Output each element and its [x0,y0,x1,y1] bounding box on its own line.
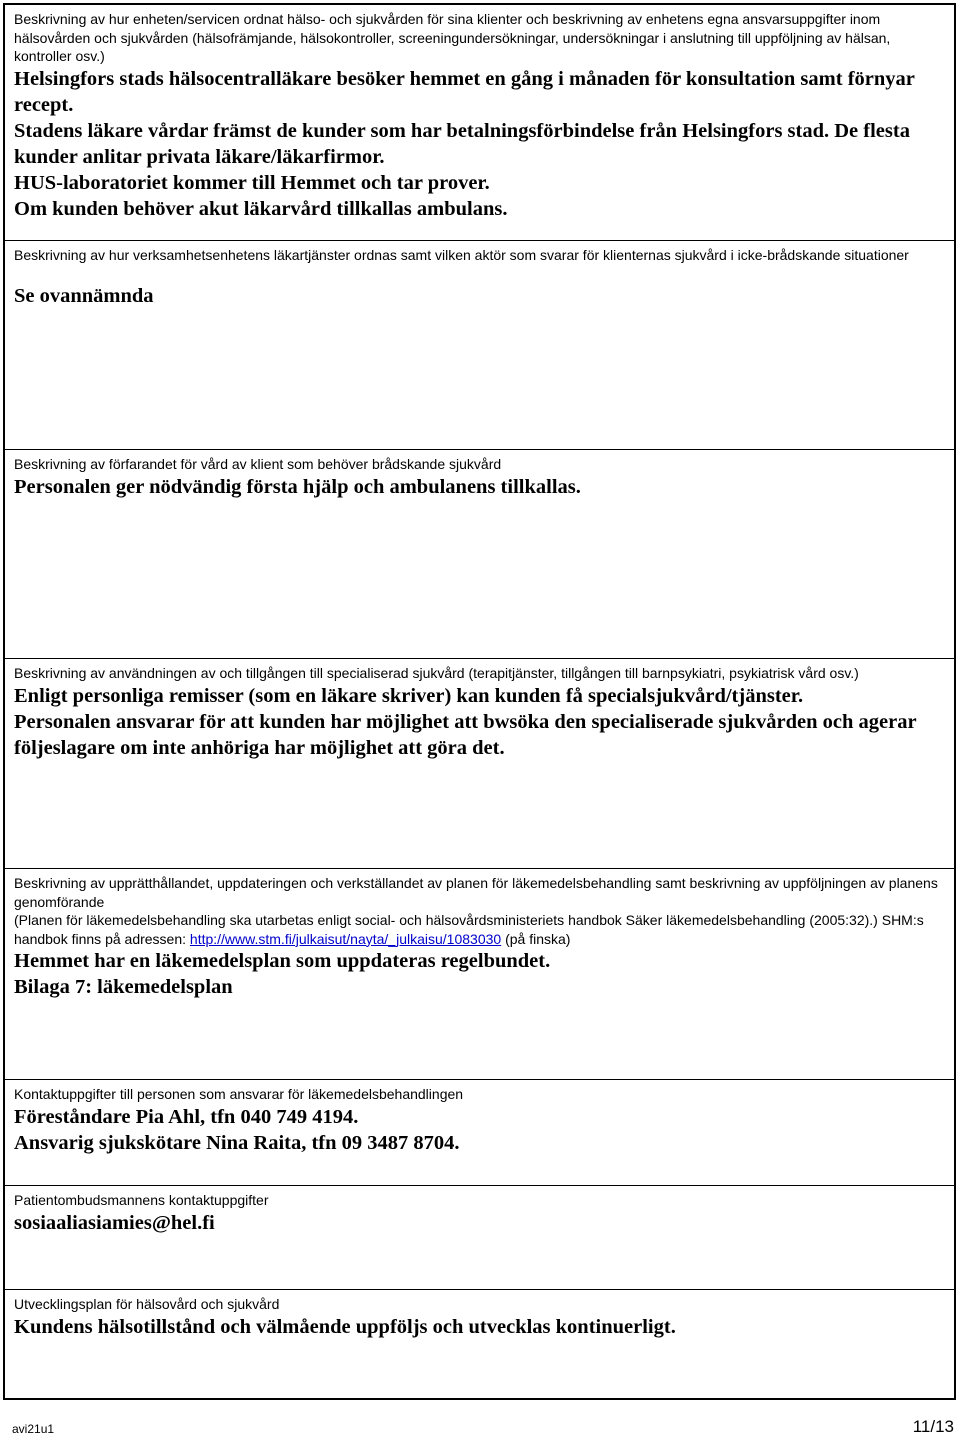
form-code: avi21u1 [12,1422,55,1436]
section-development-plan [5,1290,954,1398]
field-text: Helsingfors stads hälsocentralläkare besöker hemmet en gång i månaden för konsultation samt förnyar recept. [14,67,915,116]
field-text: Stadens läkare vårdar främst de kunder som har betalningsförbindelse från Helsingfors stad. De flesta kunder anlitar privata läkare/läkarfirmor. [14,119,910,168]
field-text: Personalen ger nödvändig första hjälp och ambulanens tillkallas. [14,475,581,498]
section-urgent-care [5,450,954,659]
field-label: Beskrivning av användningen av och tillgången till specialiserad sjukvård (terapitjänster, tillgången till barnpsykiatri, psykiatrisk vård osv.) [14,665,859,681]
section-medication-contact [5,1080,954,1186]
field-label: Beskrivning av förfarandet för vård av klient som behöver brådskande sjukvård [14,456,502,472]
field-label: Kontaktuppgifter till personen som ansvarar för läkemedelsbehandlingen [14,1086,464,1102]
section-specialized-care [5,659,954,869]
field-label-note [14,911,946,948]
field-label: Beskrivning av hur verksamhetsenhetens läkartjänster ordnas samt vilken aktör som svarar för klienternas sjukvård i icke-brådskande situationer [14,247,909,263]
handbook-link[interactable]: http://www.stm.fi/julkaisut/nayta/_julkaisu/1083030 [189,930,502,947]
field-label: Beskrivning av hur enheten/servicen ordnat hälso- och sjukvården för sina klienter och beskrivning av enhetens egna ansvarsuppgifter inom hälsovården och sjukvården (hälsofrämjande, hälsokontroller, screeningundersökningar, undersökningar i anslutning till uppföljning av hälsan, kontroller osv.) [14,11,891,64]
field-text: Bilaga 7: läkemedelsplan [14,976,233,998]
field-label: Beskrivning av upprätthållandet, uppdateringen och verkställandet av planen för läkemedelsbehandling samt beskrivning av uppföljningen av planens genomförande [14,875,938,910]
field-label: Utvecklingsplan för hälsovård och sjukvård [14,1296,280,1312]
field-text: Enligt personliga remisser (som en läkare skriver) kan kunden få specialsjukvård/tjänster. [14,684,804,707]
section-health-care-organization [5,5,954,241]
field-text: Personalen ansvarar för att kunden har möjlighet att bwsöka den specialiserade sjukvården och agerar följeslagare om inte anhöriga har möjlighet att göra det. [14,710,917,759]
field-text: Kundens hälsotillstånd och välmående uppföljs och utvecklas kontinuerligt. [14,1315,676,1338]
field-text: Om kunden behöver akut läkarvård tillkallas ambulans. [14,197,508,220]
field-label: Patientombudsmannens kontaktuppgifter [14,1192,269,1208]
section-physician-services [5,241,954,450]
field-text: HUS-laboratoriet kommer till Hemmet och tar prover. [14,171,490,194]
field-text: Föreståndare Pia Ahl, tfn 040 749 4194. [14,1105,359,1128]
field-text: sosiaaliasiamies@hel.fi [14,1211,215,1234]
note-text: (Planen för läkemedelsbehandling ska utarbetas enligt social- och hälsovårdsministeriets handbok Säker läkemedelsbehandling (2005:32).) SHM:s handbok finns på adressen: [14,912,924,947]
note-suffix: (på finska) [505,930,571,947]
section-patient-ombudsman [5,1186,954,1290]
field-text: Ansvarig sjukskötare Nina Raita, tfn 09 3487 8704. [14,1131,460,1154]
form-frame [3,3,956,1400]
field-text: Hemmet har en läkemedelsplan som uppdateras regelbundet. [14,950,551,972]
field-text: Se ovannämnda [14,284,154,307]
page-number: 11/13 [912,1417,954,1436]
section-medication-plan [5,869,954,1080]
